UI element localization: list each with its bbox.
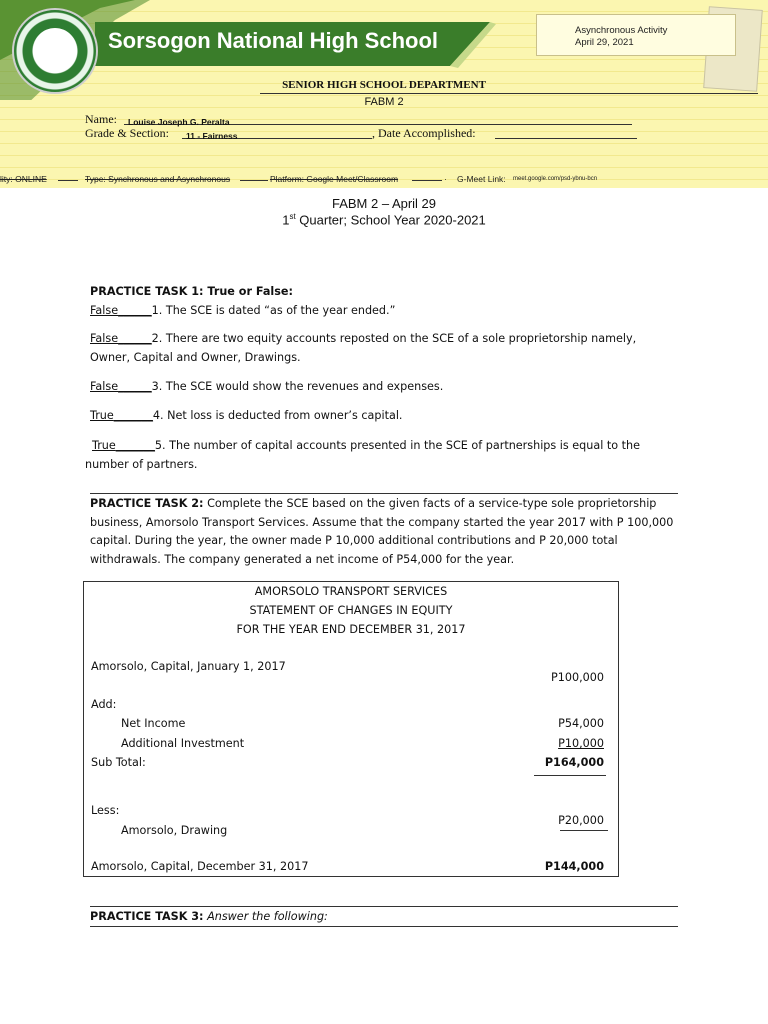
answer-4[interactable]: True	[90, 409, 114, 422]
sce-period: FOR THE YEAR END DECEMBER 31, 2017	[236, 623, 466, 636]
lesson-subtitle: 1st Quarter; School Year 2020-2021	[282, 212, 486, 228]
task1-item-2: False______2. There are two equity accounts reposted on the SCE of a sole proprietorship namely,	[90, 332, 637, 345]
sce-less-label: Less:	[91, 804, 120, 817]
activity-note	[536, 14, 736, 56]
department-rule	[260, 93, 758, 94]
modality: lity: ONLINE	[0, 174, 47, 184]
sce-subtotal-value: P164,000	[544, 756, 604, 769]
sce-drawing-value: P20,000	[558, 814, 604, 827]
task1-item-2-cont: Owner, Capital and Owner, Drawings.	[90, 351, 301, 364]
platform: Platform: Google Meet/Classroom	[270, 174, 399, 184]
sce-subtotal-rule	[534, 775, 606, 776]
sce-subtotal-label: Sub Total:	[91, 756, 146, 769]
task2-heading: PRACTICE TASK 2:	[90, 497, 204, 510]
task2-text: PRACTICE TASK 2: Complete the SCE based on the given facts of a service-type sole proprietorship business, Amorsolo Transport Services. Assume that the company started the year 2017 with P 100,000 capital. During the year, the owner made P 10,000 additional contributions and P 20,000 total withdrawals. The company generated a net income of P54,000 for the year.	[90, 497, 674, 566]
grade-section-label: Grade & Section:	[85, 126, 169, 140]
sce-drawing-label: Amorsolo, Drawing	[121, 824, 228, 837]
task3-heading: PRACTICE TASK 3:	[90, 910, 204, 923]
task1-item-5-cont: number of partners.	[85, 458, 198, 471]
name-label: Name:	[85, 112, 117, 126]
subject-title: FABM 2	[364, 96, 404, 108]
sce-additional-investment-label: Additional Investment	[121, 737, 245, 750]
task1-item-1: False______1. The SCE is dated “as of the year ended.”	[90, 304, 396, 317]
task1-item-5: True_______5. The number of capital accounts presented in the SCE of partnerships is equal to the	[92, 439, 641, 452]
note-activity-type: Asynchronous Activity	[575, 25, 668, 36]
answer-5[interactable]: True	[92, 439, 116, 452]
grade-section-value: 11 - Fairness	[186, 131, 238, 141]
sce-company: AMORSOLO TRANSPORT SERVICES	[254, 585, 448, 598]
sce-additional-investment-value: P10,000	[558, 737, 604, 750]
sce-net-income-label: Net Income	[121, 717, 186, 730]
meta-row: lity: ONLINE Type: Synchronous and Asynchronous Platform: Google Meet/Classroom · G-Meet Link: meet.google.com/psd-ybnu-bcn	[0, 174, 598, 184]
sce-statement: STATEMENT OF CHANGES IN EQUITY	[249, 604, 453, 617]
sce-beginning-label: Amorsolo, Capital, January 1, 2017	[91, 660, 286, 673]
date-accomplished-label: , Date Accomplished:	[372, 126, 476, 140]
date-accomplished-field[interactable]	[495, 126, 637, 139]
sce-net-income-value: P54,000	[558, 717, 604, 730]
session-type: Type: Synchronous and Asynchronous	[85, 174, 231, 184]
name-field[interactable]	[124, 112, 632, 125]
gmeet-link[interactable]: meet.google.com/psd-ybnu-bcn	[513, 176, 598, 182]
sce-beginning-value: P100,000	[550, 671, 604, 684]
school-name: Sorsogon National High School	[108, 28, 438, 53]
task3-text: PRACTICE TASK 3: Answer the following:	[90, 910, 328, 923]
task1-item-4: True_______4. Net loss is deducted from owner’s capital.	[90, 409, 403, 422]
task2-rule	[90, 493, 678, 494]
task1-item-3: False______3. The SCE would show the revenues and expenses.	[90, 380, 444, 393]
task3-rule-bottom	[90, 926, 678, 927]
answer-3[interactable]: False	[90, 380, 119, 393]
sce-ending-label: Amorsolo, Capital, December 31, 2017	[91, 860, 309, 873]
department-title: SENIOR HIGH SCHOOL DEPARTMENT	[282, 79, 486, 91]
sce-add-label: Add:	[91, 698, 117, 711]
note-date: April 29, 2021	[575, 37, 634, 48]
gmeet-label: G-Meet Link:	[457, 174, 506, 184]
grade-section-field[interactable]	[182, 126, 372, 139]
sce-drawing-rule	[560, 830, 608, 831]
lesson-title: FABM 2 – April 29	[331, 196, 437, 211]
sce-ending-value: P144,000	[544, 860, 604, 873]
answer-1[interactable]: False	[90, 304, 119, 317]
answer-2[interactable]: False	[90, 332, 119, 345]
school-logo-center	[33, 28, 77, 72]
task1-heading: PRACTICE TASK 1: True or False:	[90, 285, 293, 298]
name-value: Louise Joseph G. Peralta	[128, 117, 230, 127]
task3-rule-top	[90, 906, 678, 907]
